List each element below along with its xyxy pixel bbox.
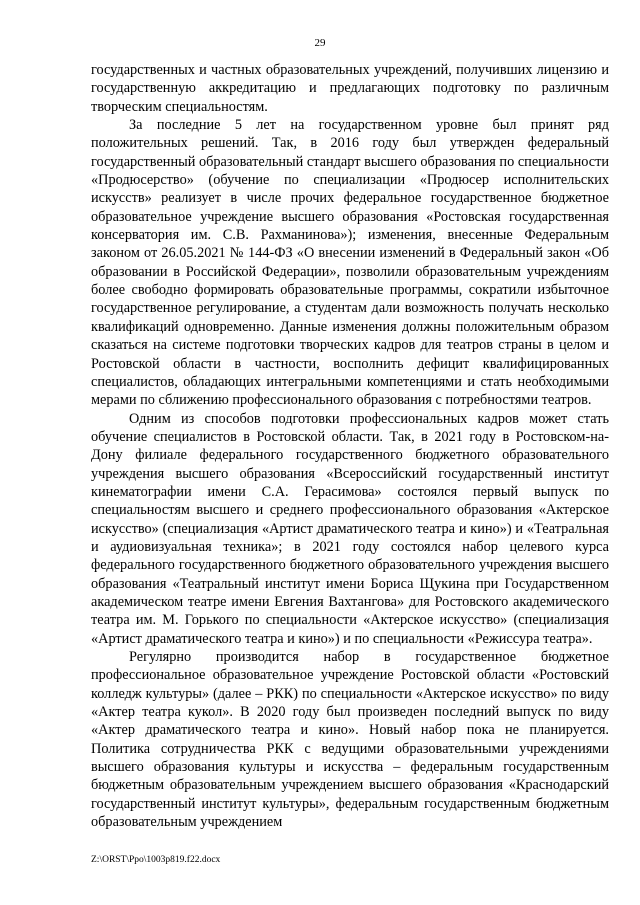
paragraph-legislation: За последние 5 лет на государственном уровне был принят ряд положительных решений. Так, в 2016 году был утвержден федеральный государственный образовательный стандарт высшего образования по специальности «Продюсерство» (обучение по специализации «Продюсер исполнительских искусств» реализует в числе прочих федеральное государственное бюджетное образовательное учреждение высшего образования «Ростовская государственная консерватория им. С.В. Рахманинова»); изменения, внесенные Федеральным законом от 26.05.2021 № 144-ФЗ «О внесении изменений в Федеральный закон «Об образовании в Российской Федерации», позволили образовательным учреждениям более свободно формировать образовательные программы, сократили избыточное государственное регулирование, а студентам дали возможность получать несколько квалификаций одновременно. Данные изменения должны положительным образом сказаться на системе подготовки творческих кадров для театров страны в целом и Ростовской области в частности, восполнить дефицит квалифицированных специалистов, обладающих интегральными компетенциями и стать необходимыми мерами по сближению профессионального образования с потребностями театров. [91, 117, 609, 409]
paragraph-training: Одним из способов подготовки профессиональных кадров может стать обучение специалистов в Ростовской области. Так, в 2021 году в Ростовском-на-Дону филиале федерального государственного бюджетного образовательного учреждения высшего образования «Всероссийский государственный институт кинематографии имени С.А. Герасимова» состоялся первый выпуск по специальностям высшего и среднего профессионального образования «Актерское искусство» (специализация «Артист драматического театра и кино») и «Театральная и аудиовизуальная техника»; в 2021 году состоялся набор целевого курса федерального государственного бюджетного образовательного учреждения высшего образования «Театральный институт имени Бориса Щукина при Государственном академическом театре имени Евгения Вахтангова» для Ростовского академического театра им. М. Горького по специальности «Актерское искусство» (специализация «Артист драматического театра и кино») и по специальности «Режиссура театра». [91, 410, 609, 647]
document-body [91, 61, 609, 831]
paragraph-continuation: государственных и частных образовательных учреждений, получивших лицензию и государственную аккредитацию и предлагающих подготовку по различным творческим специальностям. [91, 62, 609, 115]
footer-file-path: Z:\ORST\Ppo\1003p819.f22.docx [91, 855, 221, 865]
paragraph-college: Регулярно производится набор в государственное бюджетное профессиональное образовательное учреждение Ростовской области «Ростовский колледж культуры» (далее – РКК) по специальности «Актерское искусство» по виду «Актер театра кукол». В 2020 году был произведен последний выпуск по виду «Актер драматического театра и кино». Новый набор пока не планируется. Политика сотрудничества РКК с ведущими образовательными учреждениями высшего образования культуры и искусства – федеральным государственным бюджетным образовательным учреждением высшего образования «Краснодарский государственный институт культуры», федеральным государственным бюджетным образовательным учреждением [91, 649, 609, 831]
page-number: 29 [314, 37, 326, 49]
